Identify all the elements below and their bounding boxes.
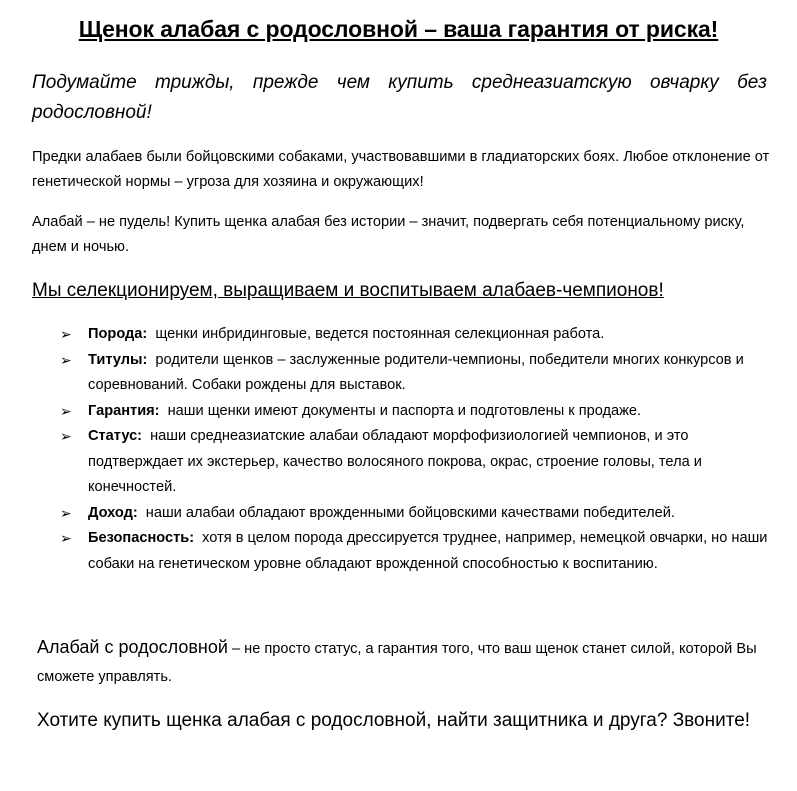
arrow-bullet-icon: ➢ [60,428,72,444]
list-item-text: родители щенков – заслуженные родители-чемпионы, победители многих конкурсов и соревнований. Собаки рождены для выставок. [88,351,744,393]
list-item-text: щенки инбридинговые, ведется постоянная селекционная работа. [155,326,605,342]
list-item-term: Порода: [88,326,148,342]
list-item-text: хотя в целом порода дрессируется труднее, например, немецкой овчарки, но наши собаки на генетическом уровне обладают врожденной способностью к воспитанию. [88,530,768,572]
list-item-term: Доход: [88,504,138,521]
section-heading: Мы селекционируем, выращиваем и воспитываем алабаев-чемпионов! [32,280,664,301]
arrow-bullet-icon: ➢ [60,326,72,342]
list-item-text: наши среднеазиатские алабаи обладают морфофизиологией чемпионов, и это подтверждает их экстерьер, качество волосяного покрова, окрас, строение головы, тела и конечностей. [88,428,702,495]
list-item-breed [60,322,780,348]
list-item-term: Гарантия: [88,402,160,419]
closing-lead: Алабай с родословной [37,637,228,657]
list-item-safety [60,526,780,577]
call-to-action: Хотите купить щенка алабая с родословной, найти защитника и друга? Звоните! [37,710,751,731]
arrow-bullet-icon: ➢ [60,530,72,546]
closing-rest: – не просто статус, а гарантия того, что ваш щенок станет силой, которой Вы сможете управлять. [37,641,757,685]
arrow-bullet-icon: ➢ [60,402,72,419]
list-item-text: наши щенки имеют документы и паспорта и подготовлены к продаже. [167,402,642,419]
list-item-term: Безопасность: [88,530,195,546]
paragraph-ancestry: Предки алабаев были бойцовскими собаками, участвовавшими в гладиаторских боях. Любое отклонение от генетической нормы – угроза для хозяина и окружающих! [32,149,770,190]
arrow-bullet-icon: ➢ [60,504,72,521]
closing-paragraph [37,634,777,691]
list-item-text: наши алабаи обладают врожденными бойцовскими качествами победителей. [145,504,675,521]
paragraph-risk: Алабай – не пудель! Купить щенка алабая без истории – значит, подвергать себя потенциальному риску, днем и ночью. [32,214,745,255]
list-item-income [60,501,780,527]
page-title: Щенок алабая с родословной – ваша гарантия от риска! [78,16,719,42]
features-list [60,322,780,577]
list-item-guarantee [60,399,780,425]
list-item-titles [60,348,780,399]
list-item-status [60,424,780,501]
subtitle: Подумайте трижды, прежде чем купить среднеазиатскую овчарку без родословной! [32,72,767,123]
list-item-term: Статус: [88,428,143,444]
list-item-term: Титулы: [88,351,148,368]
arrow-bullet-icon: ➢ [60,351,72,368]
